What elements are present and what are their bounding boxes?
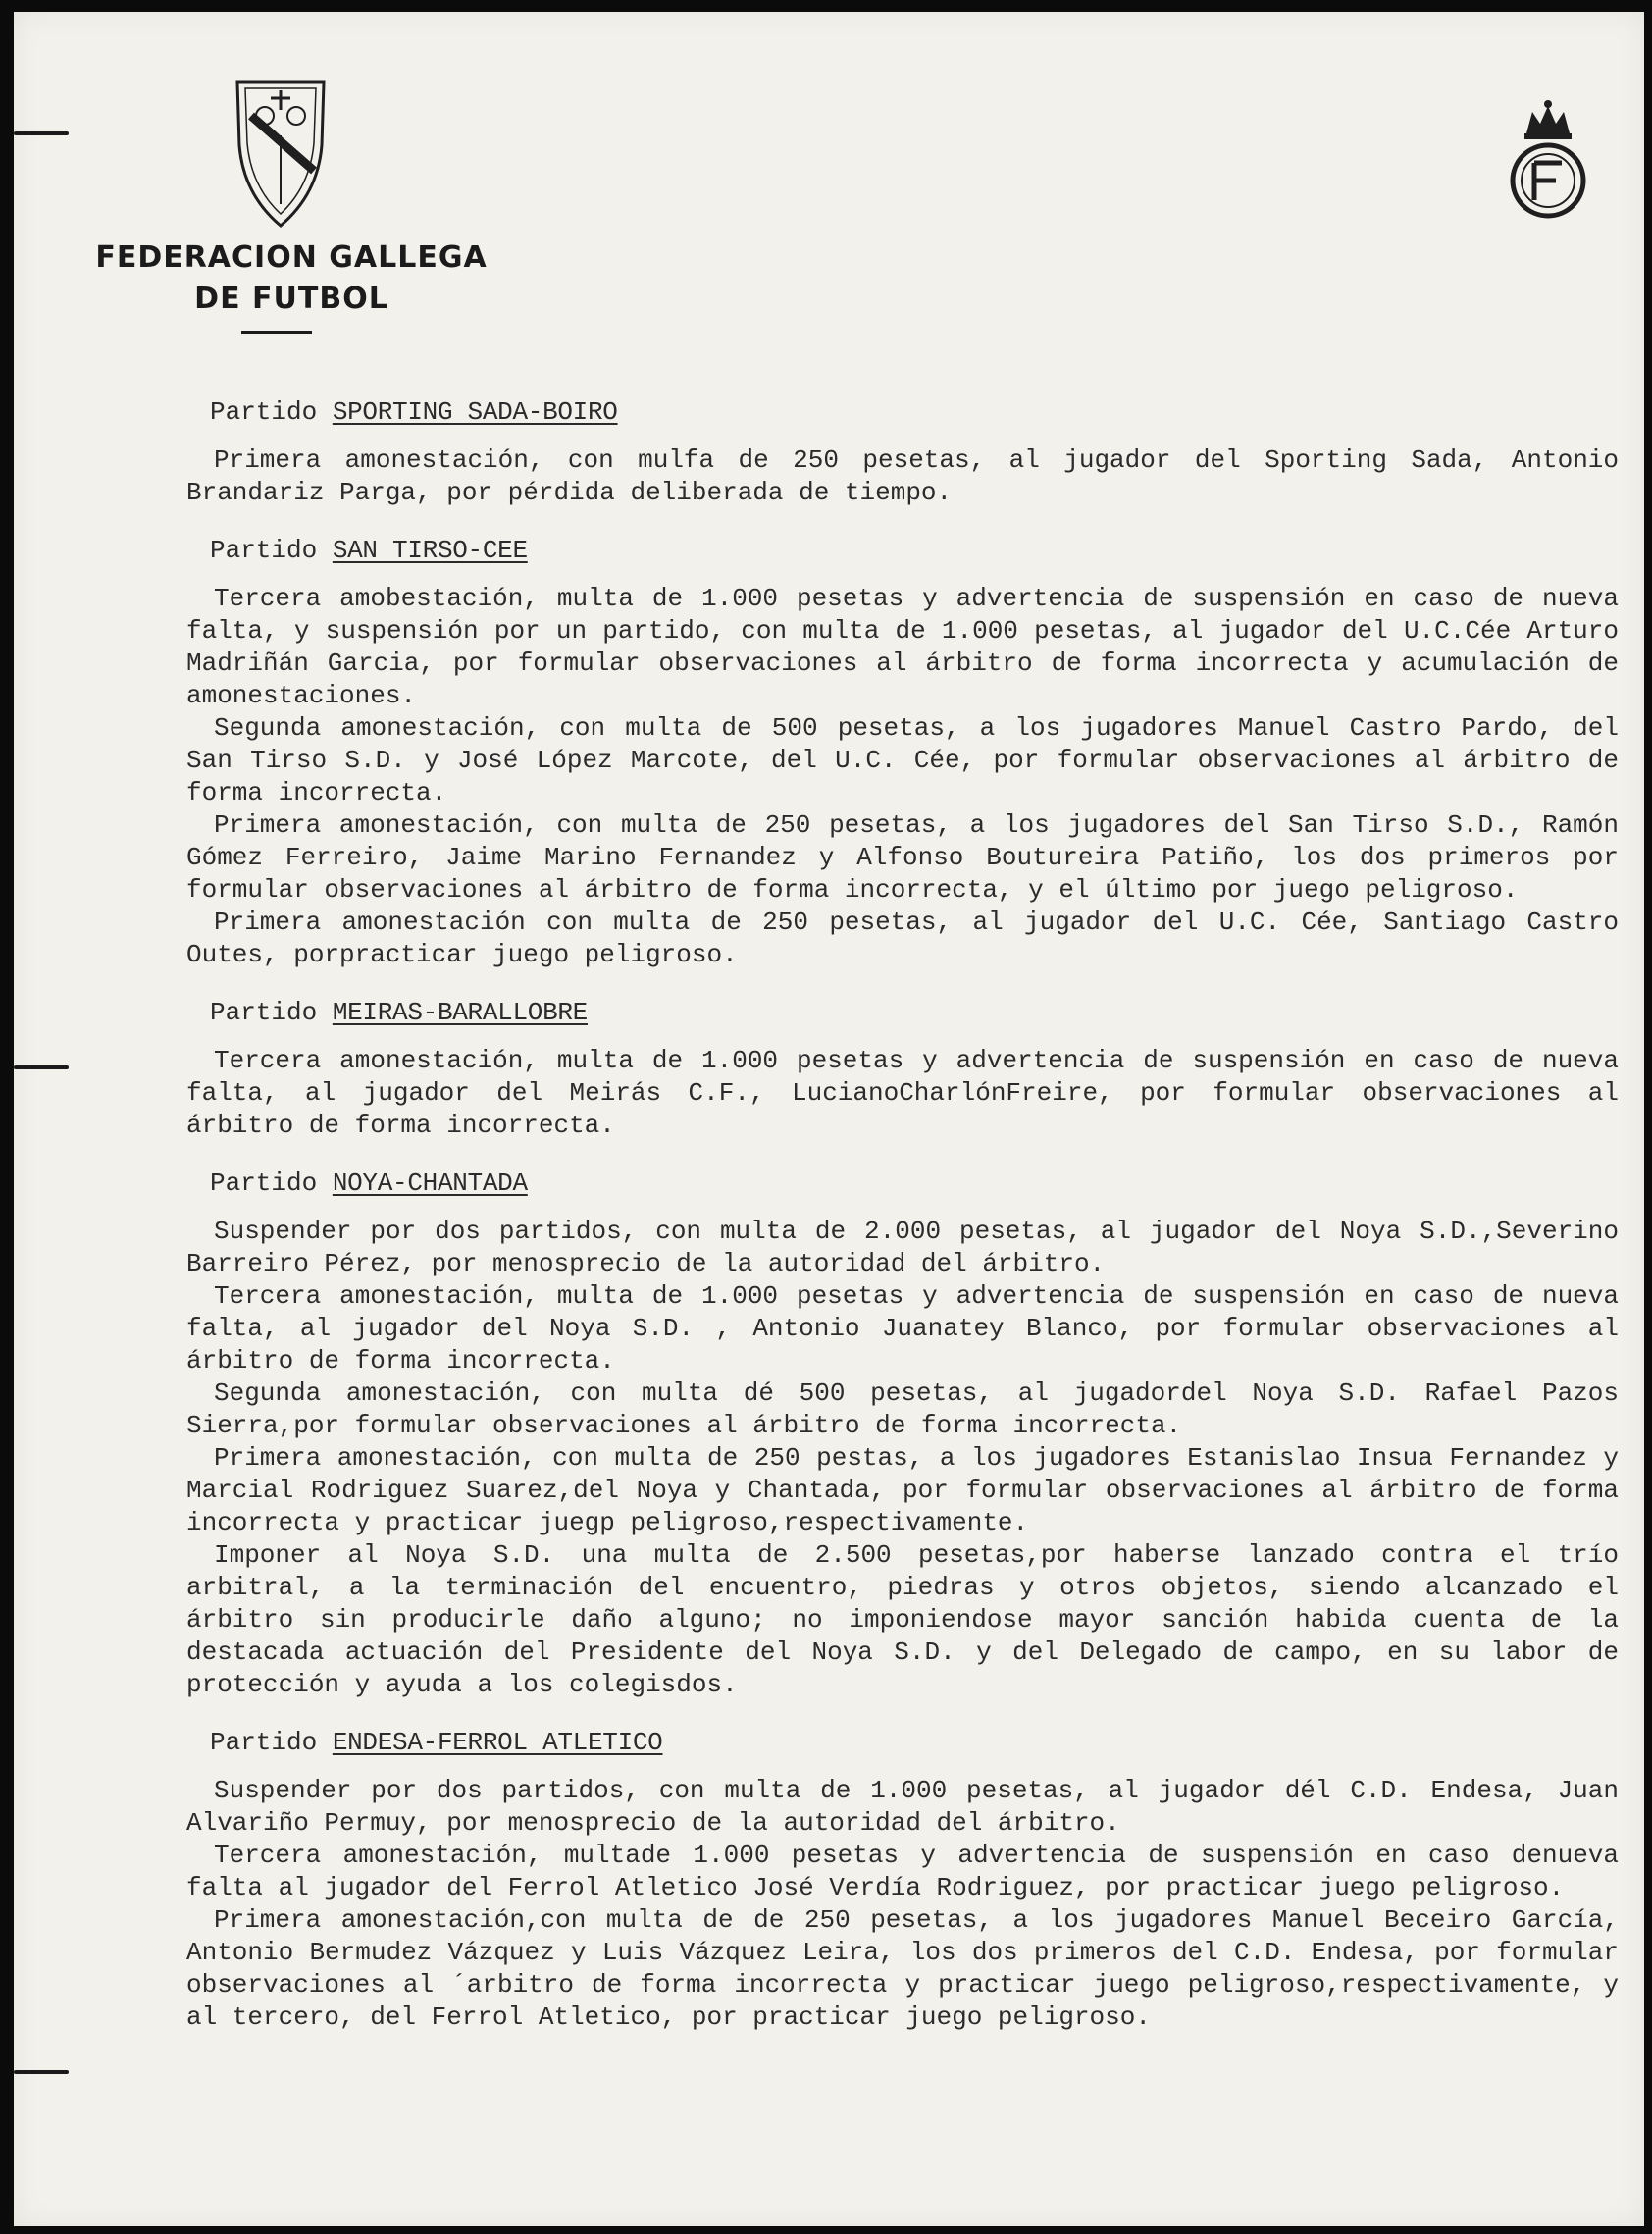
galician-federation-shield-icon xyxy=(232,77,330,230)
match-heading xyxy=(186,535,1619,567)
match-heading xyxy=(186,1168,1619,1200)
match-name: ENDESA-FERROL ATLETICO xyxy=(332,1728,663,1757)
federation-name-line1: FEDERACION GALLEGA xyxy=(95,240,488,275)
match-label: Partido xyxy=(210,998,318,1027)
federation-name-line2: DE FUTBOL xyxy=(194,282,388,316)
sanction-paragraph: Segunda amonestación, con multa dé 500 pesetas, al jugadordel Noya S.D. Rafael Pazos Sierra,por formular observaciones al árbitro de forma incorrecta. xyxy=(186,1378,1619,1440)
title-rule xyxy=(241,331,312,334)
match-heading xyxy=(186,997,1619,1029)
match-name: SAN TIRSO-CEE xyxy=(332,536,528,565)
sanction-paragraph: Primera amonestación, con multa de 250 pesetas, a los jugadores del San Tirso S.D., Ramón Gómez Ferreiro, Jaime Marino Fernandez y Alfonso Boutureira Patiño, los dos primeros por formular observaciones al árbitro de forma incorrecta, y el último por juego peligroso. xyxy=(186,810,1619,905)
sanction-paragraph: Tercera amonestación, multa de 1.000 pesetas y advertencia de suspensión en caso de nueva falta, al jugador del Noya S.D. , Antonio Juanatey Blanco, por formular observaciones al árbitro de forma incorrecta. xyxy=(186,1281,1619,1376)
sanction-paragraph: Tercera amobestación, multa de 1.000 pesetas y advertencia de suspensión en caso de nueva falta, y suspensión por un partido, con multa de 1.000 pesetas, al jugador del U.C.Cée Arturo Madriñán Garcia, por formular observaciones al árbitro de forma incorrecta y acumulación de amonestaciones. xyxy=(186,584,1619,710)
sanction-paragraph: Suspender por dos partidos, con multa de 1.000 pesetas, al jugador dél C.D. Endesa, Juan Alvariño Permuy, por menosprecio de la autoridad del árbitro. xyxy=(186,1776,1619,1838)
match-heading xyxy=(186,1727,1619,1759)
match-name: MEIRAS-BARALLOBRE xyxy=(332,998,588,1027)
match-name: SPORTING SADA-BOIRO xyxy=(332,397,618,427)
match-section xyxy=(186,1727,1619,2034)
sanction-paragraph: Primera amonestación con multa de 250 pesetas, al jugador del U.C. Cée, Santiago Castro Outes, porpracticar juego peligroso. xyxy=(186,908,1619,969)
binder-mark xyxy=(14,1065,69,1069)
match-heading xyxy=(186,396,1619,429)
sanction-paragraph: Segunda amonestación, con multa de 500 pesetas, a los jugadores Manuel Castro Pardo, del San Tirso S.D. y José López Marcote, del U.C. Cée, por formular observaciones al árbitro de forma incorrecta. xyxy=(186,713,1619,807)
sanction-paragraph: Primera amonestación,con multa de de 250 pesetas, a los jugadores Manuel Beceiro García, Antonio Bermudez Vázquez y Luis Vázquez Leira, los dos primeros del C.D. Endesa, por formular observaciones al ´arbitro de forma incorrecta y practicar juego peligroso,respectivamente, y al tercero, del Ferrol Atletico, por practicar juego peligroso. xyxy=(186,1905,1619,2032)
sanction-paragraph: Tercera amonestación, multade 1.000 pesetas y advertencia de suspensión en caso denueva falta al jugador del Ferrol Atletico José Verdía Rodriguez, por practicar juego peligroso. xyxy=(186,1841,1619,1902)
federation-name xyxy=(80,237,502,320)
match-label: Partido xyxy=(210,397,318,427)
crowned-rfef-emblem-icon xyxy=(1499,94,1597,222)
match-section xyxy=(186,535,1619,971)
binder-mark xyxy=(14,2070,69,2074)
document-page xyxy=(14,12,1644,2226)
match-label: Partido xyxy=(210,1728,318,1757)
match-name: NOYA-CHANTADA xyxy=(332,1169,528,1198)
match-section xyxy=(186,997,1619,1142)
match-section xyxy=(186,1168,1619,1701)
binder-mark xyxy=(14,131,69,135)
match-section xyxy=(186,396,1619,509)
sanction-paragraph: Primera amonestación, con mulfa de 250 pesetas, al jugador del Sporting Sada, Antonio Brandariz Parga, por pérdida deliberada de tiempo. xyxy=(186,445,1619,507)
sanctions-body xyxy=(186,396,1619,2059)
sanction-paragraph: Tercera amonestación, multa de 1.000 pesetas y advertencia de suspensión en caso de nueva falta, al jugador del Meirás C.F., LucianoCharlónFreire, por formular observaciones al árbitro de forma incorrecta. xyxy=(186,1046,1619,1140)
sanction-paragraph: Suspender por dos partidos, con multa de 2.000 pesetas, al jugador del Noya S.D.,Severino Barreiro Pérez, por menosprecio de la autoridad del árbitro. xyxy=(186,1217,1619,1278)
match-label: Partido xyxy=(210,536,318,565)
sanction-paragraph: Primera amonestación, con multa de 250 pestas, a los jugadores Estanislao Insua Fernandez y Marcial Rodriguez Suarez,del Noya y Chantada, por formular observaciones al árbitro de forma incorrecta y practicar juegp peligroso,respectivamente. xyxy=(186,1443,1619,1537)
sanction-paragraph: Imponer al Noya S.D. una multa de 2.500 pesetas,por haberse lanzado contra el trío arbitral, a la terminación del encuentro, piedras y otros objetos, siendo alcanzado el árbitro sin producirle daño alguno; no imponiendose mayor sanción habida cuenta de la destacada actuación del Presidente del Noya S.D. y del Delegado de campo, en su labor de protección y ayuda a los colegisdos. xyxy=(186,1540,1619,1699)
match-label: Partido xyxy=(210,1169,318,1198)
